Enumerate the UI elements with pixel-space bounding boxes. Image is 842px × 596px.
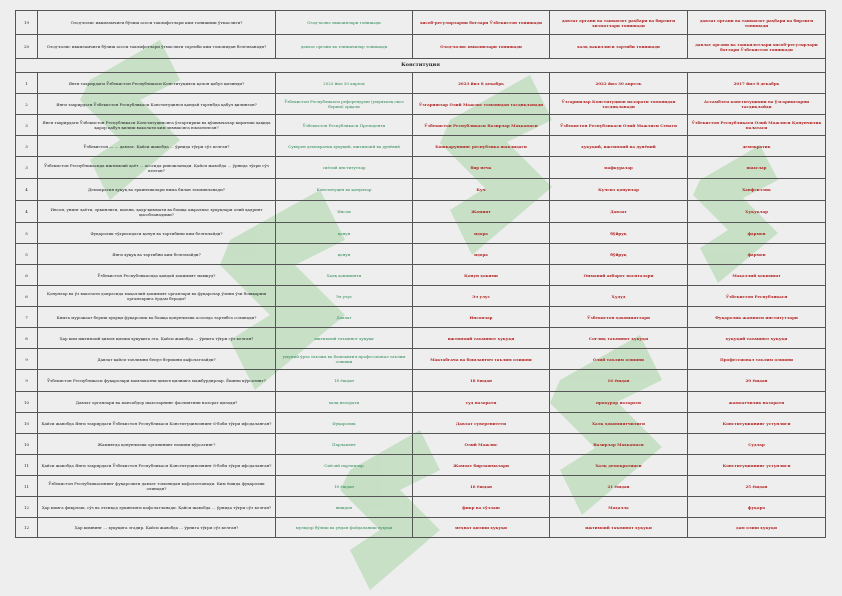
cell-c: Соғлиқ таъминот ҳуқуқи: [550, 328, 688, 349]
cell-num: 19: [16, 11, 38, 35]
cell-b: ижтимоий таъминот ҳуқуқи: [413, 328, 550, 349]
table-row: [16, 286, 826, 307]
cell-d: Фуқаролик жамияти институтлари: [688, 307, 826, 328]
cell-q: Ўзбекистон — ... давлат. Қайси жавобда ... ўрнида тўғри сўз келган?: [38, 136, 276, 157]
cell-d: ҳуқуқий таъминот ҳуқуқи: [688, 328, 826, 349]
cell-d: дам олиш ҳуқуқи: [688, 518, 826, 538]
cell-num: 11: [16, 476, 38, 497]
cell-c: бўйруқ: [550, 244, 688, 265]
cell-c: 16 ёшдан: [550, 370, 688, 392]
cell-num: 6: [16, 265, 38, 286]
cell-a: Давлат: [276, 307, 413, 328]
cell-a: давлат органи ва тонишчилар тонишади: [276, 35, 413, 59]
cell-b: Қонун ҳокими: [413, 265, 550, 286]
table-row: [16, 328, 826, 349]
table-row: [16, 497, 826, 518]
cell-q: Қонунлар ва ўз ваколати доирасида маҳаллий ҳокимият органлари ва фуқаролар ўзини ўзи бошқариш органларига ёрдам беради?: [38, 286, 276, 307]
cell-b: Куч: [413, 179, 550, 201]
cell-d: Конституциянинг устунлиги: [688, 455, 826, 476]
cell-c: Олий таълим олишни: [550, 349, 688, 370]
cell-b: Бошқарувнинг республика шаклидаги: [413, 136, 550, 157]
cell-b: 16 ёшдан: [413, 476, 550, 497]
table-row: [16, 244, 826, 265]
cell-b: Жамоат бирлашмалари: [413, 455, 550, 476]
cell-a: Конституция ва қонунлар: [276, 179, 413, 201]
cell-q: Янги таҳрирдаги Ўзбекистон Республикаси Конституцияси қандай тартибда қабул қилинган?: [38, 94, 276, 115]
cell-q: Жамиятда қонунчилик органининг номини кўрсатинг?: [38, 434, 276, 455]
cell-a: Сиёсий партиялар: [276, 455, 413, 476]
cell-q: Фуқаролик тўғрисидаги қонун ва тартибини ким белгилайди?: [38, 223, 276, 244]
cell-d: жамоатчилик назорати: [688, 392, 826, 413]
cell-num: 9: [16, 370, 38, 392]
cell-d: давлат органи ва ташкилотлари хисоб-регулярлари боғлари Ўзбекистон тонишади: [688, 35, 826, 59]
cell-c: Оммавий ахборот воситалари: [550, 265, 688, 286]
cell-num: 4: [16, 179, 38, 201]
cell-num: 3: [16, 157, 38, 179]
cell-b: Давлат суверенитети: [413, 413, 550, 434]
cell-q: Давлат органлари ва мансабдор шахсларнинг фаолиятини назорат қилади?: [38, 392, 276, 413]
cell-a: қонун: [276, 223, 413, 244]
cell-c: Ўзгаришлар Конституцион назорати томонидан тасдиқланади: [550, 94, 688, 115]
cell-c: 21 ёшдан: [550, 476, 688, 497]
cell-d: Конституциянинг устунлиги: [688, 413, 826, 434]
cell-q: Озод-холис иккиламчиги бўлиш асоси таклифотлари ўтмаслиги тартиби ким томонидан белгиланади?: [38, 35, 276, 59]
cell-num: 12: [16, 497, 38, 518]
table-row: [16, 35, 826, 59]
cell-a: виждон: [276, 497, 413, 518]
cell-c: мафкуралар: [550, 157, 688, 179]
cell-num: 12: [16, 518, 38, 538]
cell-b: хисоб-регулярларни боғлари Ўзбекистон тонишади: [413, 11, 550, 35]
cell-num: 9: [16, 349, 38, 370]
cell-b: меҳнат қилиш ҳуқуқи: [413, 518, 550, 538]
cell-c: Ҳудуд: [550, 286, 688, 307]
cell-c: давлат органи ва ташкилот раҳбари ва бирлиги хизматлари тонишади: [550, 11, 688, 35]
cell-q: Қайси жавобда Янги таҳрирдаги Ўзбекистон Республикаси Конституциясининг 6-боби тўғри ифодаланган?: [38, 413, 276, 434]
cell-a: 2023 йил 30 апрель: [276, 73, 413, 94]
cell-c: Ўзбекистон ҳокимиятлари: [550, 307, 688, 328]
cell-q: Янги таҳрирдаги Ўзбекистон Республикаси Конституциясига ўзгартириш ва қўшимчалар киритиш ҳақида қарор қабул қилиш ваколати ким зиммасига юклатилган?: [38, 115, 276, 136]
cell-num: 20: [16, 35, 38, 59]
cell-a: сиёсий институтлар: [276, 157, 413, 179]
cell-d: шахслар: [688, 157, 826, 179]
cell-c: Вазирлар Маҳкамаси: [550, 434, 688, 455]
cell-q: Кимга мурожаат бериш ҳуқуқи фуқаролик ва бошқа қонунчилик асосида тартибга солинади?: [38, 307, 276, 328]
cell-c: прокурор назорати: [550, 392, 688, 413]
table-row: [16, 115, 826, 136]
cell-num: 7: [16, 307, 38, 328]
cell-d: Ўзбекистон Республикаси Олий Мажлиси Қонунчилик палатаси: [688, 115, 826, 136]
cell-c: Ўзбекистон Республикаси Олий Мажлиси Сенати: [550, 115, 688, 136]
cell-q: Ҳар кимга фикрлаш, сўз ва эътиқод эркинлиги кафолатланади. Қайси жавобда ... ўрнида тўғри сўз келган?: [38, 497, 276, 518]
cell-q: Ҳар кимнинг ... ҳуқуқига эгадир. Қайси жавобда ... ўрнига тўғри сўз келган?: [38, 518, 276, 538]
cell-num: 3: [16, 136, 38, 157]
cell-c: Маҳалла: [550, 497, 688, 518]
table-row: [16, 434, 826, 455]
cell-d: Маҳаллий ҳокимият: [688, 265, 826, 286]
cell-num: 5: [16, 244, 38, 265]
cell-d: Ҳуқуқлар: [688, 201, 826, 223]
cell-b: фикр ва сўзлаш: [413, 497, 550, 518]
cell-d: давлат органи ва ташкилот раҳбари ва бирлиги тонишади: [688, 11, 826, 35]
cell-a: Эл улус: [276, 286, 413, 307]
cell-a: Озод-холис имкоинлари тонишади: [276, 11, 413, 35]
table-row: [16, 413, 826, 434]
cell-a: умумий ўрта таълим ва бошланғич профессионал таълим олишни: [276, 349, 413, 370]
cell-c: ҳуқуқий, ижтимоий ва дунёвий: [550, 136, 688, 157]
cell-b: Эл улус: [413, 286, 550, 307]
cell-q: Озод-холис иккиламчиги бўлиш асоси таклифотлари ким тонишими ўтмаслиги?: [38, 11, 276, 35]
cell-b: Мактабгача ва бошланғич таълим олишни: [413, 349, 550, 370]
cell-num: 1: [16, 73, 38, 94]
cell-a: Парламент: [276, 434, 413, 455]
cell-num: 4: [16, 201, 38, 223]
cell-num: 8: [16, 328, 38, 349]
cell-c: бўйруқ: [550, 223, 688, 244]
cell-b: Олий Мажлис: [413, 434, 550, 455]
cell-a: 18 ёшдан: [276, 476, 413, 497]
cell-a: Ўзбекистон Республикаси Президенти: [276, 115, 413, 136]
cell-b: 2023 йил 8 декабрь: [413, 73, 550, 94]
cell-q: Демократия ҳуқуқ ва эркинликлари нима билан таъминланади?: [38, 179, 276, 201]
cell-q: Ўзбекистон Республикаси фуқаролари мамлакатни ҳимоя қилишга мажбурдирлар. Ёшини кўрсатинг?: [38, 370, 276, 392]
cell-a: қонун: [276, 244, 413, 265]
cell-c: Халқ ҳокимиятчилиги: [550, 413, 688, 434]
cell-a: Халқ ҳокимияти: [276, 265, 413, 286]
cell-q: Янги таҳрирдаги Ўзбекистон Республикаси Конституцияси қачон қабул қилинди?: [38, 73, 276, 94]
cell-d: Профессионал таълим олишни: [688, 349, 826, 370]
table-row: [16, 94, 826, 115]
table-row: [16, 455, 826, 476]
section-title: Конституция: [16, 59, 826, 73]
questions-table: [15, 10, 826, 538]
cell-d: Ассамблея конституцияни ва ўзгаришларни тасдиқлайди: [688, 94, 826, 115]
cell-b: 18 ёшдан: [413, 370, 550, 392]
table-row: [16, 157, 826, 179]
cell-q: Янги ҳуқуқ ва тартибни ким белгилайди?: [38, 244, 276, 265]
cell-d: фуқаро: [688, 497, 826, 518]
section-header-row: [16, 59, 826, 73]
cell-b: Озод-холис имкоинлари тонишади: [413, 35, 550, 59]
table-row: [16, 370, 826, 392]
cell-a: ижтимоий таъминот ҳуқуқи: [276, 328, 413, 349]
cell-a: Ўзбекистон Республикаси референдуми (умумхалқ овоз бериш) орқали: [276, 94, 413, 115]
table-row: [16, 392, 826, 413]
cell-c: Кучсиз қонунлар: [550, 179, 688, 201]
cell-num: 10: [16, 434, 38, 455]
cell-b: суд назорати: [413, 392, 550, 413]
cell-b: Инсонлар: [413, 307, 550, 328]
cell-a: мулкдор бўлиш ва ундан фойдаланиш ҳуқуқи: [276, 518, 413, 538]
cell-d: Судлар: [688, 434, 826, 455]
table-body-main: [16, 73, 826, 538]
cell-a: 18 ёшдан: [276, 370, 413, 392]
cell-c: Давлат: [550, 201, 688, 223]
cell-num: 3: [16, 115, 38, 136]
cell-d: 2017 йил 8 декабрь: [688, 73, 826, 94]
cell-d: Хавфсизлик: [688, 179, 826, 201]
cell-c: ижтимоий таъминот ҳуқуқи: [550, 518, 688, 538]
cell-b: Ўзгаришлар Олий Мажлис томонидан тасдиқланади: [413, 94, 550, 115]
cell-a: халқ назорати: [276, 392, 413, 413]
table-row: [16, 307, 826, 328]
table-row: [16, 136, 826, 157]
cell-q: Ўзбекистон Республикасида қандай ҳокимият мавжуд?: [38, 265, 276, 286]
cell-q: Ўзбекистон Республикасининг фуқаролиги давлат томонидан кафолатланади. Ким ёшида фуқаролик олинади?: [38, 476, 276, 497]
cell-d: 20 ёшдан: [688, 370, 826, 392]
cell-q: Қайси жавобда Янги таҳрирдаги Ўзбекистон Республикаси Конституциясининг 8-боби тўғри ифодаланган?: [38, 455, 276, 476]
cell-d: Ўзбекистон Республикаси: [688, 286, 826, 307]
table-row: [16, 518, 826, 538]
cell-b: бир неча: [413, 157, 550, 179]
table-body-top: [16, 11, 826, 59]
table-row: [16, 73, 826, 94]
cell-a: Фуқаролик: [276, 413, 413, 434]
cell-num: 5: [16, 223, 38, 244]
cell-q: Ҳар ким ижтимоий ҳимоя қилиш ҳуқуқига эга. Қайси жавобда ... ўрнига тўғри сўз келган?: [38, 328, 276, 349]
cell-b: идора: [413, 223, 550, 244]
table-row: [16, 223, 826, 244]
cell-num: 6: [16, 286, 38, 307]
cell-b: Жамият: [413, 201, 550, 223]
cell-b: идора: [413, 244, 550, 265]
cell-c: Халқ демократияси: [550, 455, 688, 476]
cell-q: Ўзбекистон Республикасида ижтимоий ҳаёт ... асосида ривожланади. Қайси жавобда ... ўрнида тўғри сўз келган?: [38, 157, 276, 179]
cell-a: Инсон: [276, 201, 413, 223]
cell-q: Инсон, унинг ҳаёти, эркинлиги, шаъни, қадр-қиммати ва бошқа ажралмас ҳуқуқлари олий қадрият ҳисобланадими?: [38, 201, 276, 223]
cell-d: фармон: [688, 244, 826, 265]
cell-c: халқ вакиллиги тартиби тонишади: [550, 35, 688, 59]
table-row: [16, 476, 826, 497]
cell-d: фармон: [688, 223, 826, 244]
table-row: [16, 11, 826, 35]
cell-num: 2: [16, 94, 38, 115]
table-row: [16, 349, 826, 370]
cell-num: 10: [16, 413, 38, 434]
cell-a: Суверен демократик ҳуқуқий, ижтимоий ва дунёвий: [276, 136, 413, 157]
document-page: [15, 10, 825, 538]
table-row: [16, 265, 826, 286]
table-row: [16, 201, 826, 223]
cell-d: демократик: [688, 136, 826, 157]
cell-d: 25 ёшдан: [688, 476, 826, 497]
table-row: [16, 179, 826, 201]
cell-c: 2022 йил 30 апрель: [550, 73, 688, 94]
cell-b: Ўзбекистон Республикаси Вазирлар Маҳкамаси: [413, 115, 550, 136]
cell-num: 10: [16, 392, 38, 413]
cell-num: 11: [16, 455, 38, 476]
cell-q: Давлат қайси таълимни бепул беришни кафолатлайди?: [38, 349, 276, 370]
